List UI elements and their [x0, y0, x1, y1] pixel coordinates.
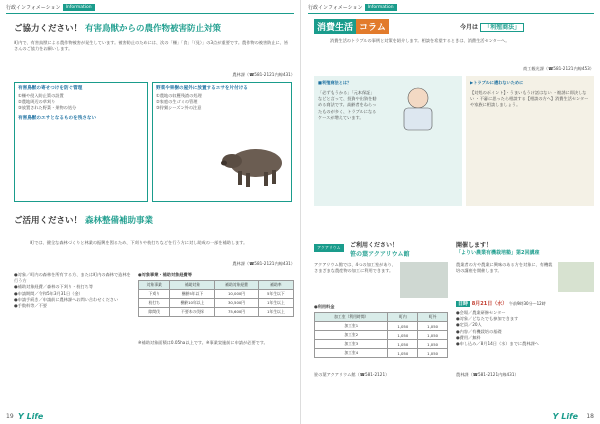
left-header	[6, 3, 95, 12]
table-cell: 枝打ち	[139, 299, 170, 308]
table-cell: 1年生以上	[258, 299, 293, 308]
bullet-item: ●申請手続き／申請前に農林課へお問い合わせください	[14, 296, 119, 302]
box1-item: ②農地周辺の草刈り	[18, 99, 56, 105]
box1-item: ①柵や侵入防止策の設置	[18, 93, 64, 98]
aquarium-title	[350, 240, 410, 258]
seminar-contact: 農林課（☎581-2121内線431）	[456, 372, 519, 377]
price-heading: ●利用料金	[314, 304, 335, 309]
price-cell: 加工室2	[315, 331, 388, 340]
bullet-item: ●申し込み／8月14日（水）までに農林課へ	[456, 341, 539, 347]
bullet-item: ●内容／有機栽培の基礎	[456, 328, 502, 334]
table-cell: 30,500円	[215, 299, 258, 308]
case-text: 「必ずもうかる」「元本保証」などと言って、投資や出資を勧める商法です。高齢者をねらったものが多く、トラブルになるケースが増えています。	[318, 90, 377, 120]
table-title: ●対象事業・補助対象経費等	[138, 272, 192, 277]
table-header-row	[139, 281, 294, 290]
table-cell: 除間伐	[139, 308, 170, 317]
right-page	[300, 0, 600, 424]
seminar-photo	[558, 262, 594, 292]
advice-text: 【対処のポイント】・うまいもうけ話はない ・勧誘に即決しない ・不審に思ったら相談する【相談の方へ】消費生活センターや家族に相談しましょう。	[470, 90, 589, 108]
counselor-illustration	[390, 82, 446, 132]
wild-boar-image	[220, 135, 290, 193]
header-tag: Information	[63, 4, 95, 11]
subsidy-table	[138, 280, 294, 317]
header-divider	[308, 13, 594, 14]
price-cell: 1,050	[388, 349, 418, 358]
price-header: 町外	[418, 313, 448, 322]
seminar-bullets	[456, 310, 594, 347]
price-row	[315, 340, 448, 349]
box2-item: ③狩猟シーズン外の注意	[156, 105, 202, 111]
table-cell: 下刈り	[139, 290, 170, 299]
price-cell: 1,050	[388, 322, 418, 331]
seminar-title	[456, 240, 539, 256]
seminar-title-prefix: 開催します！	[456, 242, 493, 249]
article1-title-prefix: ご協力ください！	[14, 24, 83, 34]
article2-title	[14, 214, 153, 226]
article1-contact: 農林課（☎581-2121内線431）	[232, 72, 295, 77]
header-divider	[6, 13, 294, 14]
header-tag: Information	[365, 4, 397, 11]
consumer-title-b: コラム	[356, 19, 389, 34]
article1-title	[14, 22, 221, 34]
seminar-date	[456, 300, 546, 307]
table-cell: 1年生以上	[258, 308, 293, 317]
consumer-intro: 消費生活のトラブルの事例と対策を紹介します。相談を希望するときは、消費生活センターへ。	[330, 38, 510, 43]
header-label: 行政インフォメーション	[308, 5, 363, 11]
table-header: 補助対象経費	[215, 281, 258, 290]
price-cell: 1,050	[418, 340, 448, 349]
table-row	[139, 308, 294, 317]
bullet-item: ●会場／農業研修センター	[456, 310, 506, 315]
consumer-column-title	[314, 19, 389, 34]
aquarium-photo	[400, 262, 448, 298]
price-cell: 加工室3	[315, 340, 388, 349]
bullet-item: ●費用／無料	[456, 334, 481, 340]
article2-title-prefix: ご活用ください！	[14, 216, 83, 226]
aquarium-intro: アクアリウム館では、4つの加工室があり、さまざまな農産物の加工に利用できます。	[314, 262, 396, 274]
bullet-item: ●手数料等／不要	[14, 303, 47, 309]
table-cell: 75,600円	[215, 308, 258, 317]
price-cell: 1,050	[418, 331, 448, 340]
price-cell: 加工室1	[315, 322, 388, 331]
page-number: 18	[586, 413, 594, 420]
box1-item: ③放置された野菜・果物の処分	[18, 105, 77, 111]
price-cell: 1,050	[418, 349, 448, 358]
table-cell: 5年生以下	[258, 290, 293, 299]
price-cell: 1,050	[418, 322, 448, 331]
date-value: 8月21日（水）	[471, 301, 508, 307]
price-row	[315, 322, 448, 331]
page-gutter	[300, 0, 301, 424]
aquarium-title-main: 笹の葉アクアリウム館	[350, 251, 410, 258]
table-cell: 10,000円	[215, 290, 258, 299]
article1-title-main: 有害鳥獣からの農作物被害防止対策	[84, 24, 221, 34]
box2-heading: 野菜や果樹の屋外に放置するエサを片付ける	[156, 86, 248, 91]
aquarium-badge: アクアリウム	[314, 244, 344, 252]
bullet-item: ●定員／20人	[456, 322, 482, 328]
table-cell: 不要木の伐採	[170, 308, 215, 317]
article1-intro: 町内で、有害鳥獣による農作物被害が発生しています。被害防止のためには、次の「柵」「食」「（見）」の3点が重要です。農作物の被害防止に、皆さんのご協力をお願いします。	[14, 40, 289, 52]
right-header	[308, 3, 397, 12]
advice-heading: ▶トラブルに遭わないために	[470, 80, 524, 85]
page-number: 19	[6, 413, 14, 420]
table-cell: 樹齢10年以上	[170, 299, 215, 308]
article2-contact: 農林課（☎581-2121内線431）	[232, 261, 295, 266]
price-header-row	[315, 313, 448, 322]
price-cell: 1,050	[388, 340, 418, 349]
box2-item: ②家庭の生ゴミの管理	[156, 99, 198, 105]
theme-title: 「利殖商法」	[480, 23, 524, 32]
consumer-title-a: 消費生活	[314, 19, 356, 34]
price-row	[315, 331, 448, 340]
consumer-contact: 商工観光課（☎581-2121内線453）	[522, 66, 594, 71]
case-heading: ■利殖商法とは？	[318, 80, 352, 85]
time-value: 午前9時30分〜12時	[508, 301, 546, 306]
date-label: 日時	[458, 301, 469, 307]
table-row	[139, 299, 294, 308]
price-header: 加工室（利用時間）	[315, 313, 388, 322]
price-cell: 1,050	[388, 331, 418, 340]
article2-bullets	[14, 272, 132, 309]
bullet-item: ●対象／町内の森林を所有する方、または町内の森林で造林を行う方	[14, 272, 131, 284]
seminar-intro: 農業者の方や農業に興味のある方を対象に、有機栽培の講座を開催します。	[456, 262, 553, 274]
bullet-item: ●対象／どなたでも参加できます	[456, 316, 519, 322]
article1-box-1	[14, 82, 148, 202]
header-label: 行政インフォメーション	[6, 5, 61, 11]
price-row	[315, 349, 448, 358]
table-cell: 樹齢5年以下	[170, 290, 215, 299]
brand-logo: Y Life	[18, 412, 44, 421]
aquarium-title-prefix: ご利用ください！	[350, 242, 399, 249]
aquarium-contact: 笹の葉アクアリウム館（☎581-2121）	[314, 372, 390, 377]
bullet-item: ●補助対象経費／森林の下刈り・枝打ち等	[14, 284, 94, 290]
box1-heading: 有害鳥獣の寄せつけを防ぐ管理	[18, 86, 83, 91]
price-header: 町内	[388, 313, 418, 322]
table-row	[139, 290, 294, 299]
table-notes: ※補助対象面積は0.05ha以上です。※事業実施前に申請が必要です。	[138, 340, 268, 345]
price-table	[314, 312, 448, 358]
consumer-theme	[460, 22, 524, 31]
table-header: 補助対象	[170, 281, 215, 290]
box1-subheading: 有害鳥獣のエサとなるものを残さない	[18, 115, 97, 121]
seminar-title-main: 「よりい農業有機栽培塾」第2回講座	[456, 250, 540, 256]
price-cell: 加工室4	[315, 349, 388, 358]
table-header: 補助率	[258, 281, 293, 290]
brand-logo: Y Life	[552, 412, 578, 421]
article2-intro: 町では、健全な森林づくりと林業の振興を図るため、下刈りや枝打ちなどを行う方に対し助成の一部を補助します。	[30, 240, 248, 245]
theme-prefix: 今月は	[460, 24, 479, 31]
article2-title-main: 森林整備補助事業	[84, 216, 153, 226]
bullet-item: ●申請期間／令和5年3月31日（金）	[14, 290, 83, 296]
box2-item: ①農地の収穫残渣の処理	[156, 93, 202, 98]
table-header: 対象事業	[139, 281, 170, 290]
